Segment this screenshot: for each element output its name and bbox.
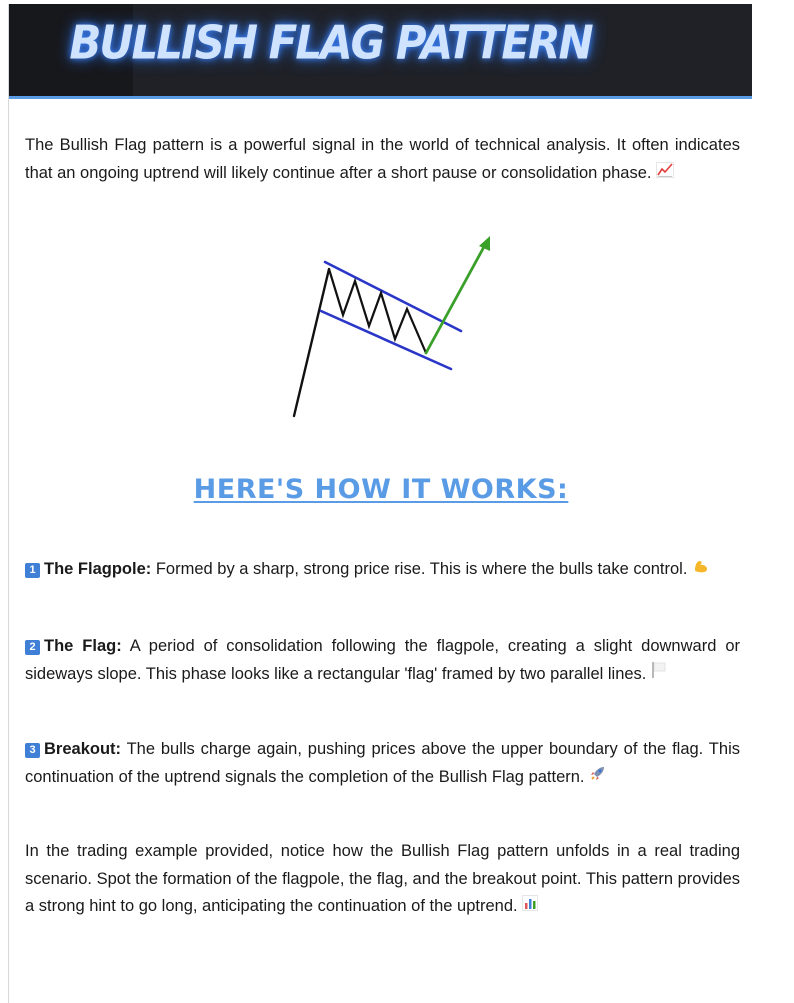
flag-lower-boundary [321,311,451,369]
flexed-biceps-icon [692,556,710,584]
step-3-text: The bulls charge again, pushing prices above the upper boundary of the flag. This continuation of the uptrend signals the completion of the Bullish Flag pattern. [25,740,740,786]
step-2-number-badge: 2 [25,640,40,655]
intro-paragraph [25,132,740,187]
flag-price-zigzag [329,269,426,353]
rocket-icon [589,764,607,792]
step-1-title: The Flagpole: [44,560,152,579]
chart-increasing-icon [656,160,674,188]
breakout-arrow [426,245,485,353]
section-heading: HERE'S HOW IT WORKS: [193,474,569,505]
step-2-paragraph [25,633,740,688]
step-2-title: The Flag: [44,637,122,655]
title-banner [9,4,752,99]
intro-text: The Bullish Flag pattern is a powerful signal in the world of technical analysis. It often indicates that an ongoing uptrend will likely continue after a short pause or consolidation phase. [25,136,740,182]
step-3-title: Breakout: [44,740,122,758]
document-page [8,4,753,1003]
closing-text: In the trading example provided, notice how the Bullish Flag pattern unfolds in a real trading scenario. Spot the formation of the flagpole, the flag, and the breakout point. This pattern provides a strong hint to go long, anticipating the continuation of the uptrend. [25,842,740,916]
closing-paragraph [25,838,740,921]
step-1-number-badge: 1 [25,563,40,578]
page-title: BULLISH FLAG PATTERN [69,15,592,70]
white-flag-icon [651,661,667,689]
bar-chart-icon [522,893,538,921]
flagpole-line [294,269,329,416]
step-1-text: Formed by a sharp, strong price rise. This is where the bulls take control. [155,560,688,579]
bullish-flag-diagram [281,229,511,429]
step-3-number-badge: 3 [25,743,40,758]
step-3-paragraph [25,736,740,791]
step-2-text: A period of consolidation following the flagpole, creating a slight downward or sideways slope. This phase looks like a rectangular 'flag' framed by two parallel lines. [25,637,740,683]
step-1-paragraph [25,556,740,584]
